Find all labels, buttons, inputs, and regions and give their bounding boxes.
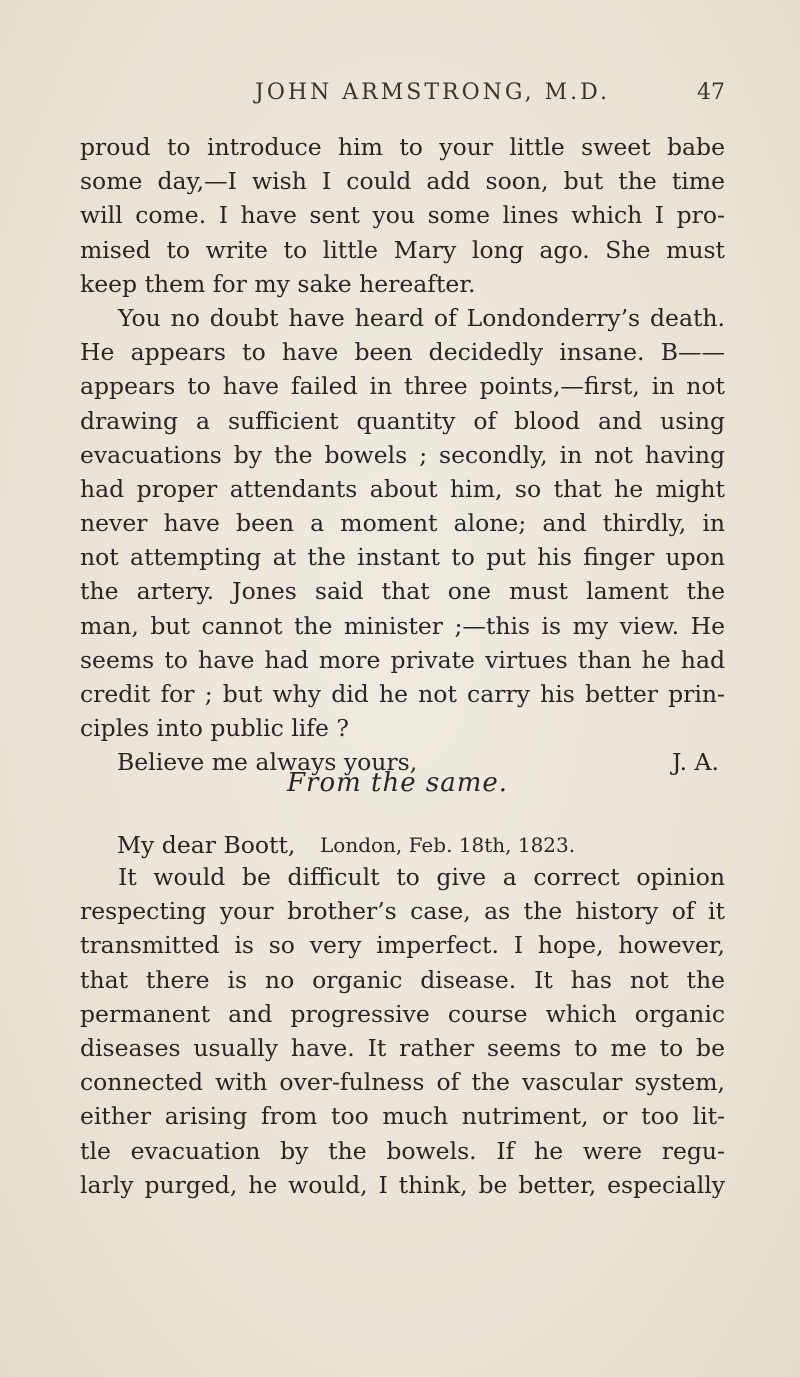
- text-line: credit for ; but why did he not carry his better prin-: [80, 680, 725, 708]
- signature-initials: J. A.: [672, 748, 719, 777]
- text-line: seems to have had more private virtues than he had: [80, 645, 725, 674]
- text-line: some day,—I wish I could add soon, but the time: [80, 167, 725, 196]
- text-line: never have been a moment alone; and thirdly, in: [80, 509, 725, 538]
- text-line: transmitted is so very imperfect. I hope, however,: [80, 931, 725, 960]
- text-line: connected with over-fulness of the vascular system,: [80, 1068, 725, 1097]
- text-line: not attempting at the instant to put his finger upon: [80, 543, 725, 572]
- text-line: man, but cannot the minister ;—this is my view. He: [80, 611, 725, 640]
- running-title: JOHN ARMSTRONG, M.D.: [255, 80, 611, 105]
- text-line: mised to write to little Mary long ago. She must: [80, 235, 725, 264]
- text-line: either arising from too much nutriment, or too lit-: [80, 1102, 725, 1131]
- text-line: proud to introduce him to your little sweet babe: [80, 133, 725, 161]
- text-line: He appears to have been decidedly insane. B——: [80, 338, 725, 367]
- text-line: permanent and progressive course which organic: [80, 999, 725, 1028]
- text-line: diseases usually have. It rather seems to me to be: [80, 1033, 725, 1062]
- letter-body: [80, 130, 725, 780]
- text-line: will come. I have sent you some lines which I pro-: [80, 201, 725, 230]
- salutation: My dear Boott,: [117, 831, 296, 859]
- text-line: respecting your brother’s case, as the history of it: [80, 897, 725, 926]
- running-head: [80, 80, 725, 116]
- text-line: that there is no organic disease. It has not the: [80, 965, 725, 994]
- salutation-line: [80, 828, 725, 862]
- text-line: appears to have failed in three points,—first, in not: [80, 372, 725, 401]
- text-line: You no doubt have heard of Londonderry’s death.: [118, 303, 725, 332]
- text-line: had proper attendants about him, so that he might: [80, 474, 725, 503]
- text-line: evacuations by the bowels ; secondly, in not having: [80, 440, 725, 469]
- dateline: London, Feb. 18th, 1823.: [320, 833, 576, 857]
- text-line: drawing a sufficient quantity of blood and using: [80, 406, 725, 435]
- text-line: It would be difficult to give a correct opinion: [118, 863, 725, 891]
- text-line: tle evacuation by the bowels. If he were regu-: [80, 1136, 725, 1165]
- letter-body-second: [80, 860, 725, 1202]
- letter-heading: [0, 768, 800, 798]
- text-line: the artery. Jones said that one must lament the: [80, 577, 725, 606]
- heading-text: From the same.: [286, 768, 509, 798]
- closing-phrase: Believe me always yours,: [117, 748, 418, 777]
- text-line: larly purged, he would, I think, be better, especially: [80, 1170, 725, 1199]
- text-line: ciples into public life ?: [80, 714, 349, 743]
- page-number: 47: [697, 80, 725, 105]
- text-line: keep them for my sake hereafter.: [80, 269, 476, 298]
